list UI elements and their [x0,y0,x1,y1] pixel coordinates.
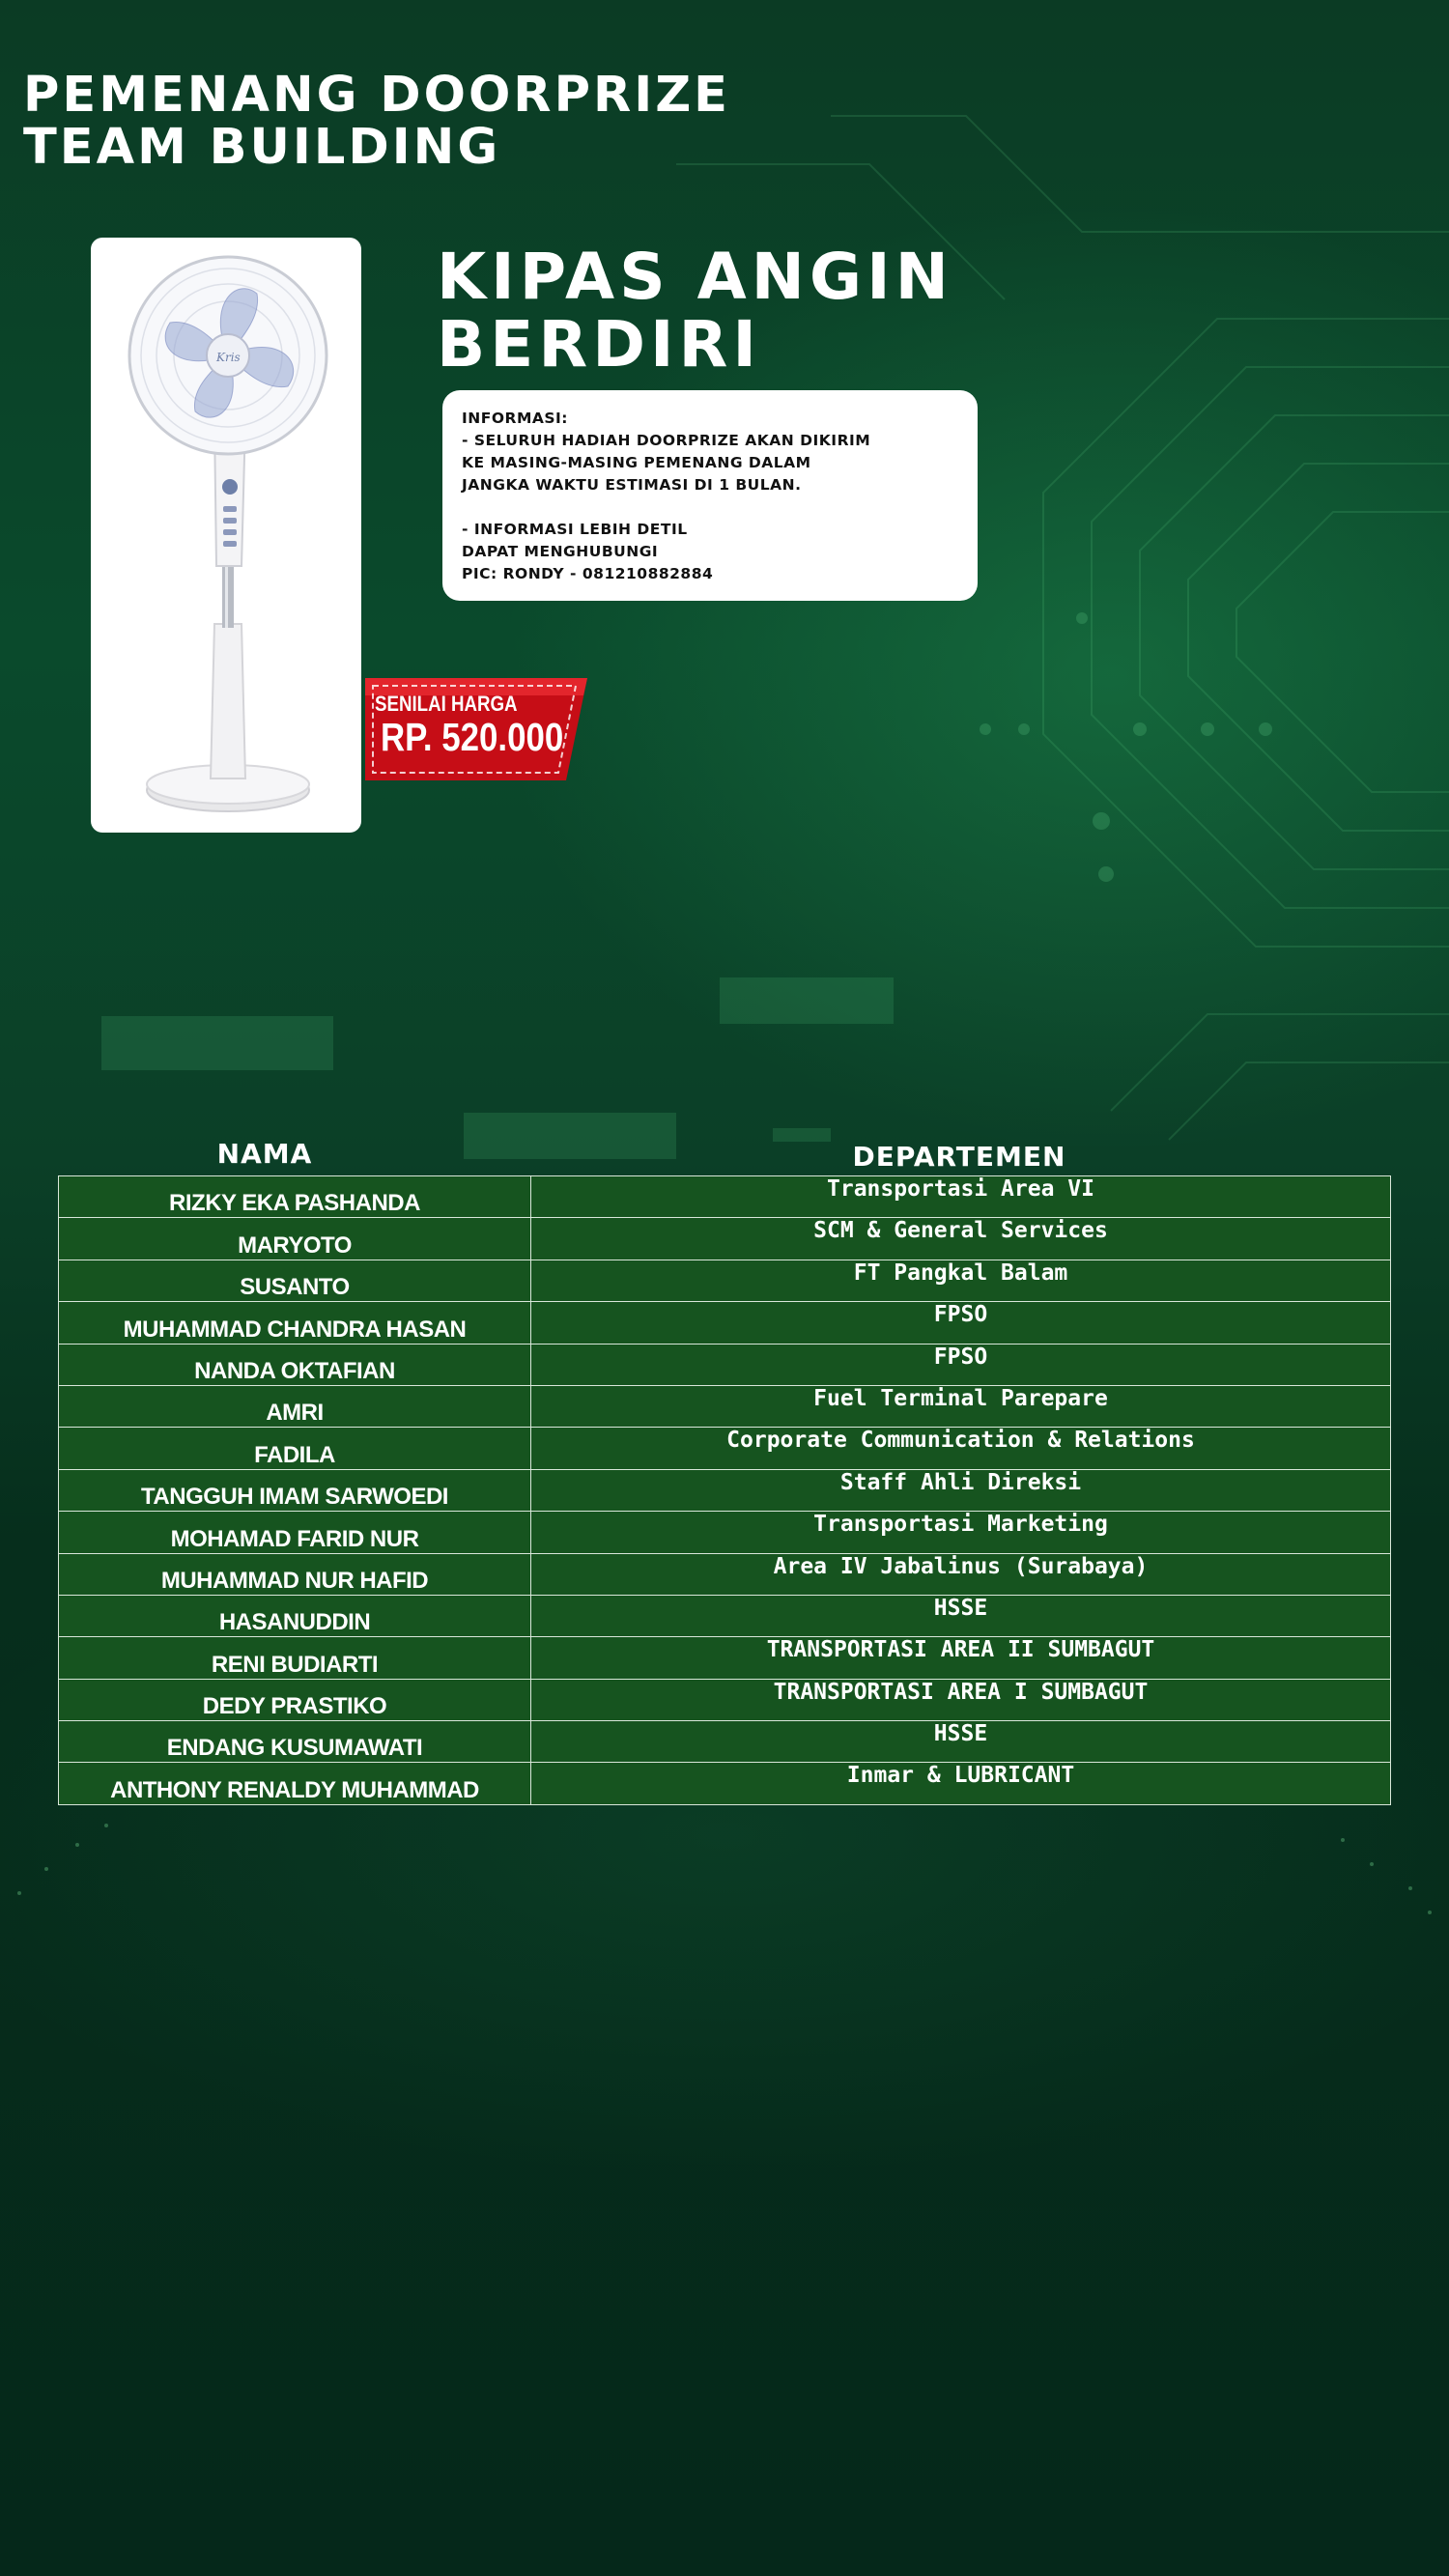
winner-department: Staff Ahli Direksi [531,1469,1391,1511]
table-row [59,1553,1391,1595]
winner-department: Corporate Communication & Relations [531,1428,1391,1469]
info-heading: INFORMASI: [462,410,568,427]
winner-name: FADILA [59,1428,531,1469]
winner-department: TRANSPORTASI AREA II SUMBAGUT [531,1637,1391,1679]
winner-name: MARYOTO [59,1218,531,1260]
winner-department: Area IV Jabalinus (Surabaya) [531,1553,1391,1595]
info-line: DAPAT MENGHUBUNGI [462,543,659,560]
winner-department: HSSE [531,1721,1391,1763]
winner-name: MUHAMMAD NUR HAFID [59,1553,531,1595]
table-row [59,1763,1391,1804]
page-headline [23,67,731,176]
table-row [59,1176,1391,1218]
product-title-line-2: BERDIRI [437,307,761,382]
winner-department: Transportasi Area VI [531,1176,1391,1218]
winner-department: FT Pangkal Balam [531,1260,1391,1301]
winners-table [58,1175,1391,1805]
winner-name: ENDANG KUSUMAWATI [59,1721,531,1763]
winner-department: HSSE [531,1595,1391,1636]
table-row [59,1344,1391,1385]
standing-fan-icon [91,238,361,833]
winner-name: MUHAMMAD CHANDRA HASAN [59,1302,531,1344]
table-row [59,1512,1391,1553]
winner-department: FPSO [531,1302,1391,1344]
winner-department: SCM & General Services [531,1218,1391,1260]
price-label: SENILAI HARGA [375,692,518,716]
price-value: RP. 520.000 [381,715,564,759]
info-spacer [462,496,978,519]
winner-name: NANDA OKTAFIAN [59,1344,531,1385]
table-row [59,1385,1391,1427]
table-row [59,1595,1391,1636]
headline-line-2: TEAM BUILDING [23,119,501,176]
info-box [442,390,978,601]
info-line: - SELURUH HADIAH DOORPRIZE AKAN DIKIRIM [462,432,871,449]
info-contact: PIC: RONDY - 081210882884 [462,565,714,582]
table-row [59,1260,1391,1301]
product-title [437,240,953,382]
table-row [59,1302,1391,1344]
winner-name: SUSANTO [59,1260,531,1301]
table-row [59,1637,1391,1679]
product-title-line-1: KIPAS ANGIN [437,240,953,314]
winner-name: TANGGUH IMAM SARWOEDI [59,1469,531,1511]
info-line: JANGKA WAKTU ESTIMASI DI 1 BULAN. [462,476,802,494]
table-row [59,1469,1391,1511]
winner-department: Transportasi Marketing [531,1512,1391,1553]
winner-name: ANTHONY RENALDY MUHAMMAD [59,1763,531,1804]
table-row [59,1218,1391,1260]
headline-line-1: PEMENANG DOORPRIZE [23,67,731,124]
info-line: KE MASING-MASING PEMENANG DALAM [462,454,811,471]
product-image-card [91,238,361,833]
winner-name: HASANUDDIN [59,1595,531,1636]
table-row [59,1679,1391,1720]
winner-department: FPSO [531,1344,1391,1385]
svg-text:Kris: Kris [216,351,241,364]
table-row [59,1428,1391,1469]
info-line: - INFORMASI LEBIH DETIL [462,521,688,538]
winner-name: AMRI [59,1385,531,1427]
table-row [59,1721,1391,1763]
winner-name: MOHAMAD FARID NUR [59,1512,531,1553]
column-header-name: NAMA [216,1138,313,1170]
winner-name: DEDY PRASTIKO [59,1679,531,1720]
winner-department: TRANSPORTASI AREA I SUMBAGUT [531,1679,1391,1720]
winner-department: Fuel Terminal Parepare [531,1385,1391,1427]
winner-name: RIZKY EKA PASHANDA [59,1176,531,1218]
winner-name: RENI BUDIARTI [59,1637,531,1679]
winner-department: Inmar & LUBRICANT [531,1763,1391,1804]
column-header-department: DEPARTEMEN [852,1141,1066,1173]
